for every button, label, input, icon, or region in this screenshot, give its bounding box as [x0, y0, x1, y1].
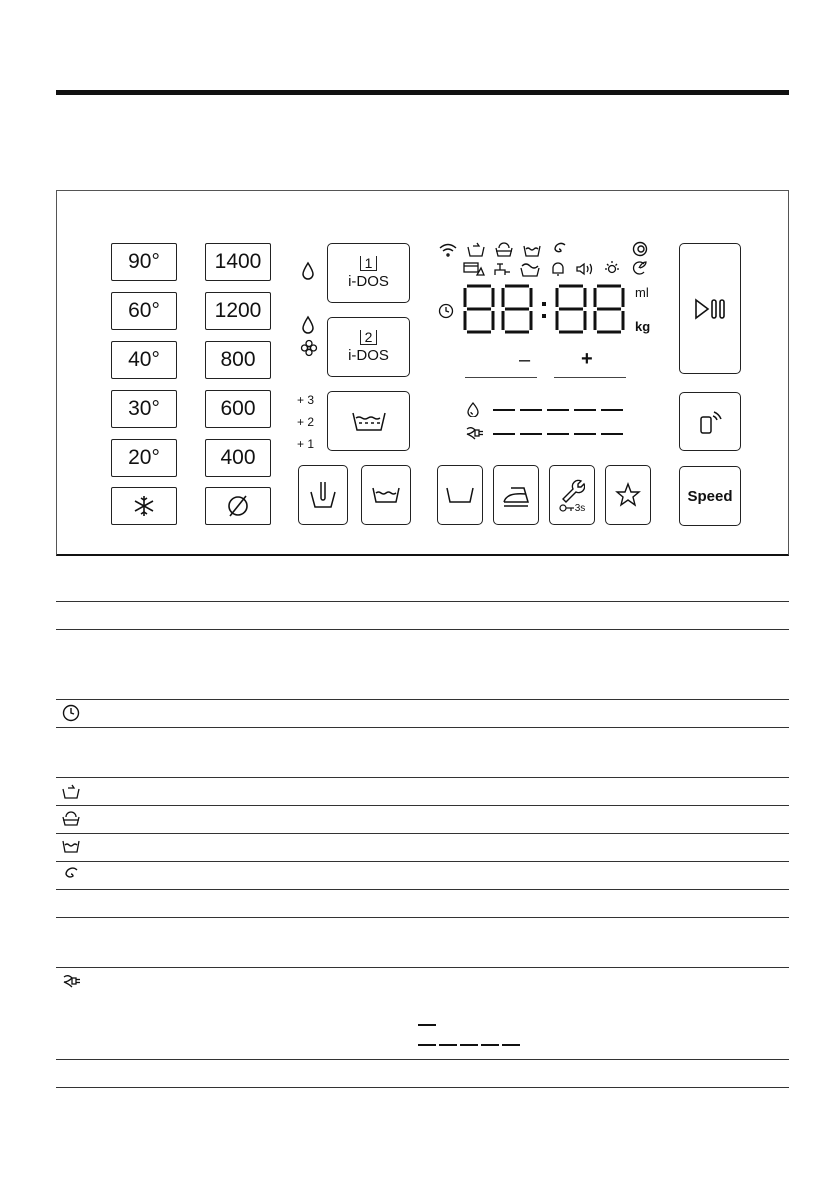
- spin-button-600[interactable]: 600: [205, 390, 271, 428]
- rinse-icon: [467, 241, 485, 257]
- rinse-plus-button[interactable]: [327, 391, 410, 451]
- tap-icon: [493, 261, 511, 277]
- control-panel-diagram: [56, 190, 789, 556]
- intensive-icon: [523, 245, 541, 257]
- single-segment-indicator: [418, 1024, 436, 1026]
- rinse-level-3: + 3: [297, 393, 315, 407]
- rinse-hold-button[interactable]: [361, 465, 411, 525]
- service-button[interactable]: [549, 465, 595, 525]
- wash-button[interactable]: [437, 465, 483, 525]
- no-spin-icon: [225, 493, 251, 519]
- plus-underline: [554, 377, 626, 378]
- unit-kg: kg: [635, 319, 651, 334]
- snowflake-icon: [133, 495, 155, 517]
- light-icon: [604, 260, 620, 276]
- favorite-button[interactable]: [605, 465, 651, 525]
- digit-display: [461, 283, 631, 335]
- segment-indicator: [439, 1044, 457, 1046]
- iron-icon: [501, 482, 531, 508]
- service-icon: [463, 262, 485, 276]
- idos2-button[interactable]: [327, 317, 410, 377]
- key-3s-label: 3s: [574, 502, 586, 514]
- temp-button-40[interactable]: 40°: [111, 341, 177, 379]
- tub-icon: [445, 486, 475, 504]
- start-pause-button[interactable]: [679, 243, 741, 374]
- play-pause-icon: [694, 298, 726, 320]
- spin-button-1400[interactable]: 1400: [205, 243, 271, 281]
- spin-button-800[interactable]: 800: [205, 341, 271, 379]
- speed-button[interactable]: Speed: [679, 466, 741, 526]
- segment-indicator: [481, 1044, 499, 1046]
- temp-button-60[interactable]: 60°: [111, 292, 177, 330]
- flower-icon: [300, 339, 318, 357]
- rinse-level-1: + 1: [297, 437, 315, 451]
- spin-button-1200[interactable]: 1200: [205, 292, 271, 330]
- drop-icon: [301, 315, 315, 335]
- eco-icon: [631, 260, 647, 276]
- prewash-icon: [309, 480, 337, 510]
- bell-icon: [551, 261, 565, 277]
- energy-icon: [465, 425, 485, 441]
- rinse-level-2: + 2: [297, 415, 315, 429]
- spin-button-400[interactable]: 400: [205, 439, 271, 477]
- clock-icon: [438, 303, 454, 319]
- no-spin-button[interactable]: [205, 487, 271, 525]
- spin-icon: [551, 241, 567, 257]
- segment-indicator: [418, 1044, 436, 1046]
- energy-icon: [62, 972, 82, 990]
- temp-button-20[interactable]: 20°: [111, 439, 177, 477]
- unit-ml: ml: [635, 285, 649, 300]
- plus-button[interactable]: +: [581, 348, 593, 370]
- stain-icon: [519, 261, 541, 277]
- segment-indicator: [460, 1044, 478, 1046]
- drum-clean-icon: [632, 241, 648, 257]
- cold-button[interactable]: [111, 487, 177, 525]
- intensive-icon: [62, 838, 80, 856]
- wifi-icon: [439, 243, 457, 257]
- volume-icon: [576, 262, 594, 276]
- wrench-icon: [559, 477, 585, 503]
- clock-icon: [62, 704, 80, 722]
- segment-indicator: [502, 1044, 520, 1046]
- intensive-rinse-icon: [350, 410, 388, 432]
- iron-button[interactable]: [493, 465, 539, 525]
- remote-start-button[interactable]: [679, 392, 741, 451]
- temp-button-90[interactable]: 90°: [111, 243, 177, 281]
- idos1-number: 1: [360, 256, 378, 271]
- rinse-icon: [62, 782, 80, 800]
- prewash-icon: [62, 809, 80, 827]
- temp-button-30[interactable]: 30°: [111, 390, 177, 428]
- top-rule: [56, 90, 789, 95]
- key-icon: [559, 504, 575, 512]
- minus-button[interactable]: –: [519, 349, 531, 371]
- prewash-icon: [495, 241, 513, 257]
- spin-icon: [62, 865, 80, 883]
- idos1-label: i-DOS: [348, 273, 389, 290]
- remote-start-icon: [697, 409, 723, 435]
- prewash-button[interactable]: [298, 465, 348, 525]
- idos2-label: i-DOS: [348, 347, 389, 364]
- minus-underline: [465, 377, 537, 378]
- water-drop-icon: [465, 401, 481, 417]
- wash-tub-icon: [371, 486, 401, 504]
- star-icon: [615, 482, 641, 508]
- drop-icon: [301, 261, 315, 281]
- idos2-number: 2: [360, 330, 378, 345]
- idos1-button[interactable]: [327, 243, 410, 303]
